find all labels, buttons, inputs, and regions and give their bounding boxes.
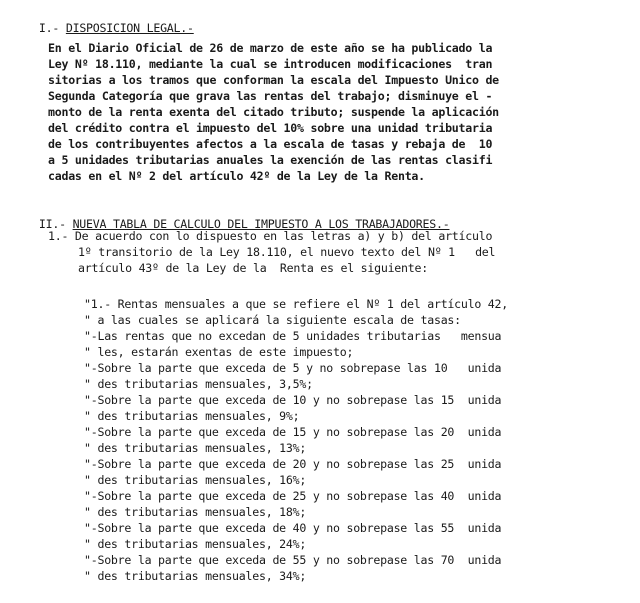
item-1-line-2: 1º transitorio de la Ley 18.110, el nuevo texto del Nº 1 del xyxy=(78,245,496,259)
quote-line-16: " des tributarias mensuales, 24%; xyxy=(84,537,307,551)
quote-line-1: "1.- Rentas mensuales a que se refiere el Nº 1 del artículo 42, xyxy=(84,297,508,311)
quote-line-17: "-Sobre la parte que exceda de 55 y no sobrepase las 70 unida xyxy=(84,553,502,567)
section-i-line-1: En el Diario Oficial de 26 de marzo de este año se ha publicado la xyxy=(48,41,493,55)
item-1-line-3: artículo 43º de la Ley de la Renta es el siguiente: xyxy=(78,261,428,275)
section-i-title: DISPOSICION LEGAL.- xyxy=(65,21,194,35)
quote-line-18: " des tributarias mensuales, 34%; xyxy=(84,569,307,583)
section-i-number: I.- xyxy=(38,21,60,35)
section-i-line-3: sitorias a los tramos que conforman la escala del Impuesto Unico de xyxy=(48,73,499,87)
quote-line-3: "-Las rentas que no excedan de 5 unidades tributarias mensua xyxy=(84,329,502,343)
quote-line-14: " des tributarias mensuales, 18%; xyxy=(84,505,307,519)
section-i-line-8: a 5 unidades tributarias anuales la exención de las rentas clasifi xyxy=(48,153,493,167)
item-1-line-1: 1.- De acuerdo con lo dispuesto en las letras a) y b) del artículo xyxy=(48,229,493,243)
section-i-line-7: de los contribuyentes afectos a la escala de tasas y rebaja de 10 xyxy=(48,137,493,151)
quote-line-11: "-Sobre la parte que exceda de 20 y no sobrepase las 25 unida xyxy=(84,457,502,471)
quote-line-15: "-Sobre la parte que exceda de 40 y no sobrepase las 55 unida xyxy=(84,521,502,535)
quote-line-6: " des tributarias mensuales, 3,5%; xyxy=(84,377,313,391)
quote-line-2: " a las cuales se aplicará la siguiente escala de tasas: xyxy=(84,313,461,327)
quote-line-8: " des tributarias mensuales, 9%; xyxy=(84,409,300,423)
section-ii-title: NUEVA TABLA DE CALCULO DEL IMPUESTO A LOS TRABAJADORES.- xyxy=(72,217,450,231)
quote-line-4: " les, estarán exentas de este impuesto; xyxy=(84,345,354,359)
section-i-line-9: cadas en el Nº 2 del artículo 42º de la Ley de la Renta. xyxy=(48,169,425,183)
section-ii-number: II.- xyxy=(38,217,66,231)
section-i-line-4: Segunda Categoría que grava las rentas del trabajo; disminuye el - xyxy=(48,89,493,103)
quote-line-10: " des tributarias mensuales, 13%; xyxy=(84,441,307,455)
section-i-line-6: del crédito contra el impuesto del 10% sobre una unidad tributaria xyxy=(48,121,493,135)
section-i-line-2: Ley Nº 18.110, mediante la cual se introducen modificaciones tran xyxy=(48,57,493,71)
quote-line-5: "-Sobre la parte que exceda de 5 y no sobrepase las 10 unida xyxy=(84,361,502,375)
quote-line-9: "-Sobre la parte que exceda de 15 y no sobrepase las 20 unida xyxy=(84,425,502,439)
quote-line-13: "-Sobre la parte que exceda de 25 y no sobrepase las 40 unida xyxy=(84,489,502,503)
quote-line-7: "-Sobre la parte que exceda de 10 y no sobrepase las 15 unida xyxy=(84,393,502,407)
section-i-line-5: monto de la renta exenta del citado tributo; suspende la aplicación xyxy=(48,105,499,119)
quote-line-12: " des tributarias mensuales, 16%; xyxy=(84,473,307,487)
